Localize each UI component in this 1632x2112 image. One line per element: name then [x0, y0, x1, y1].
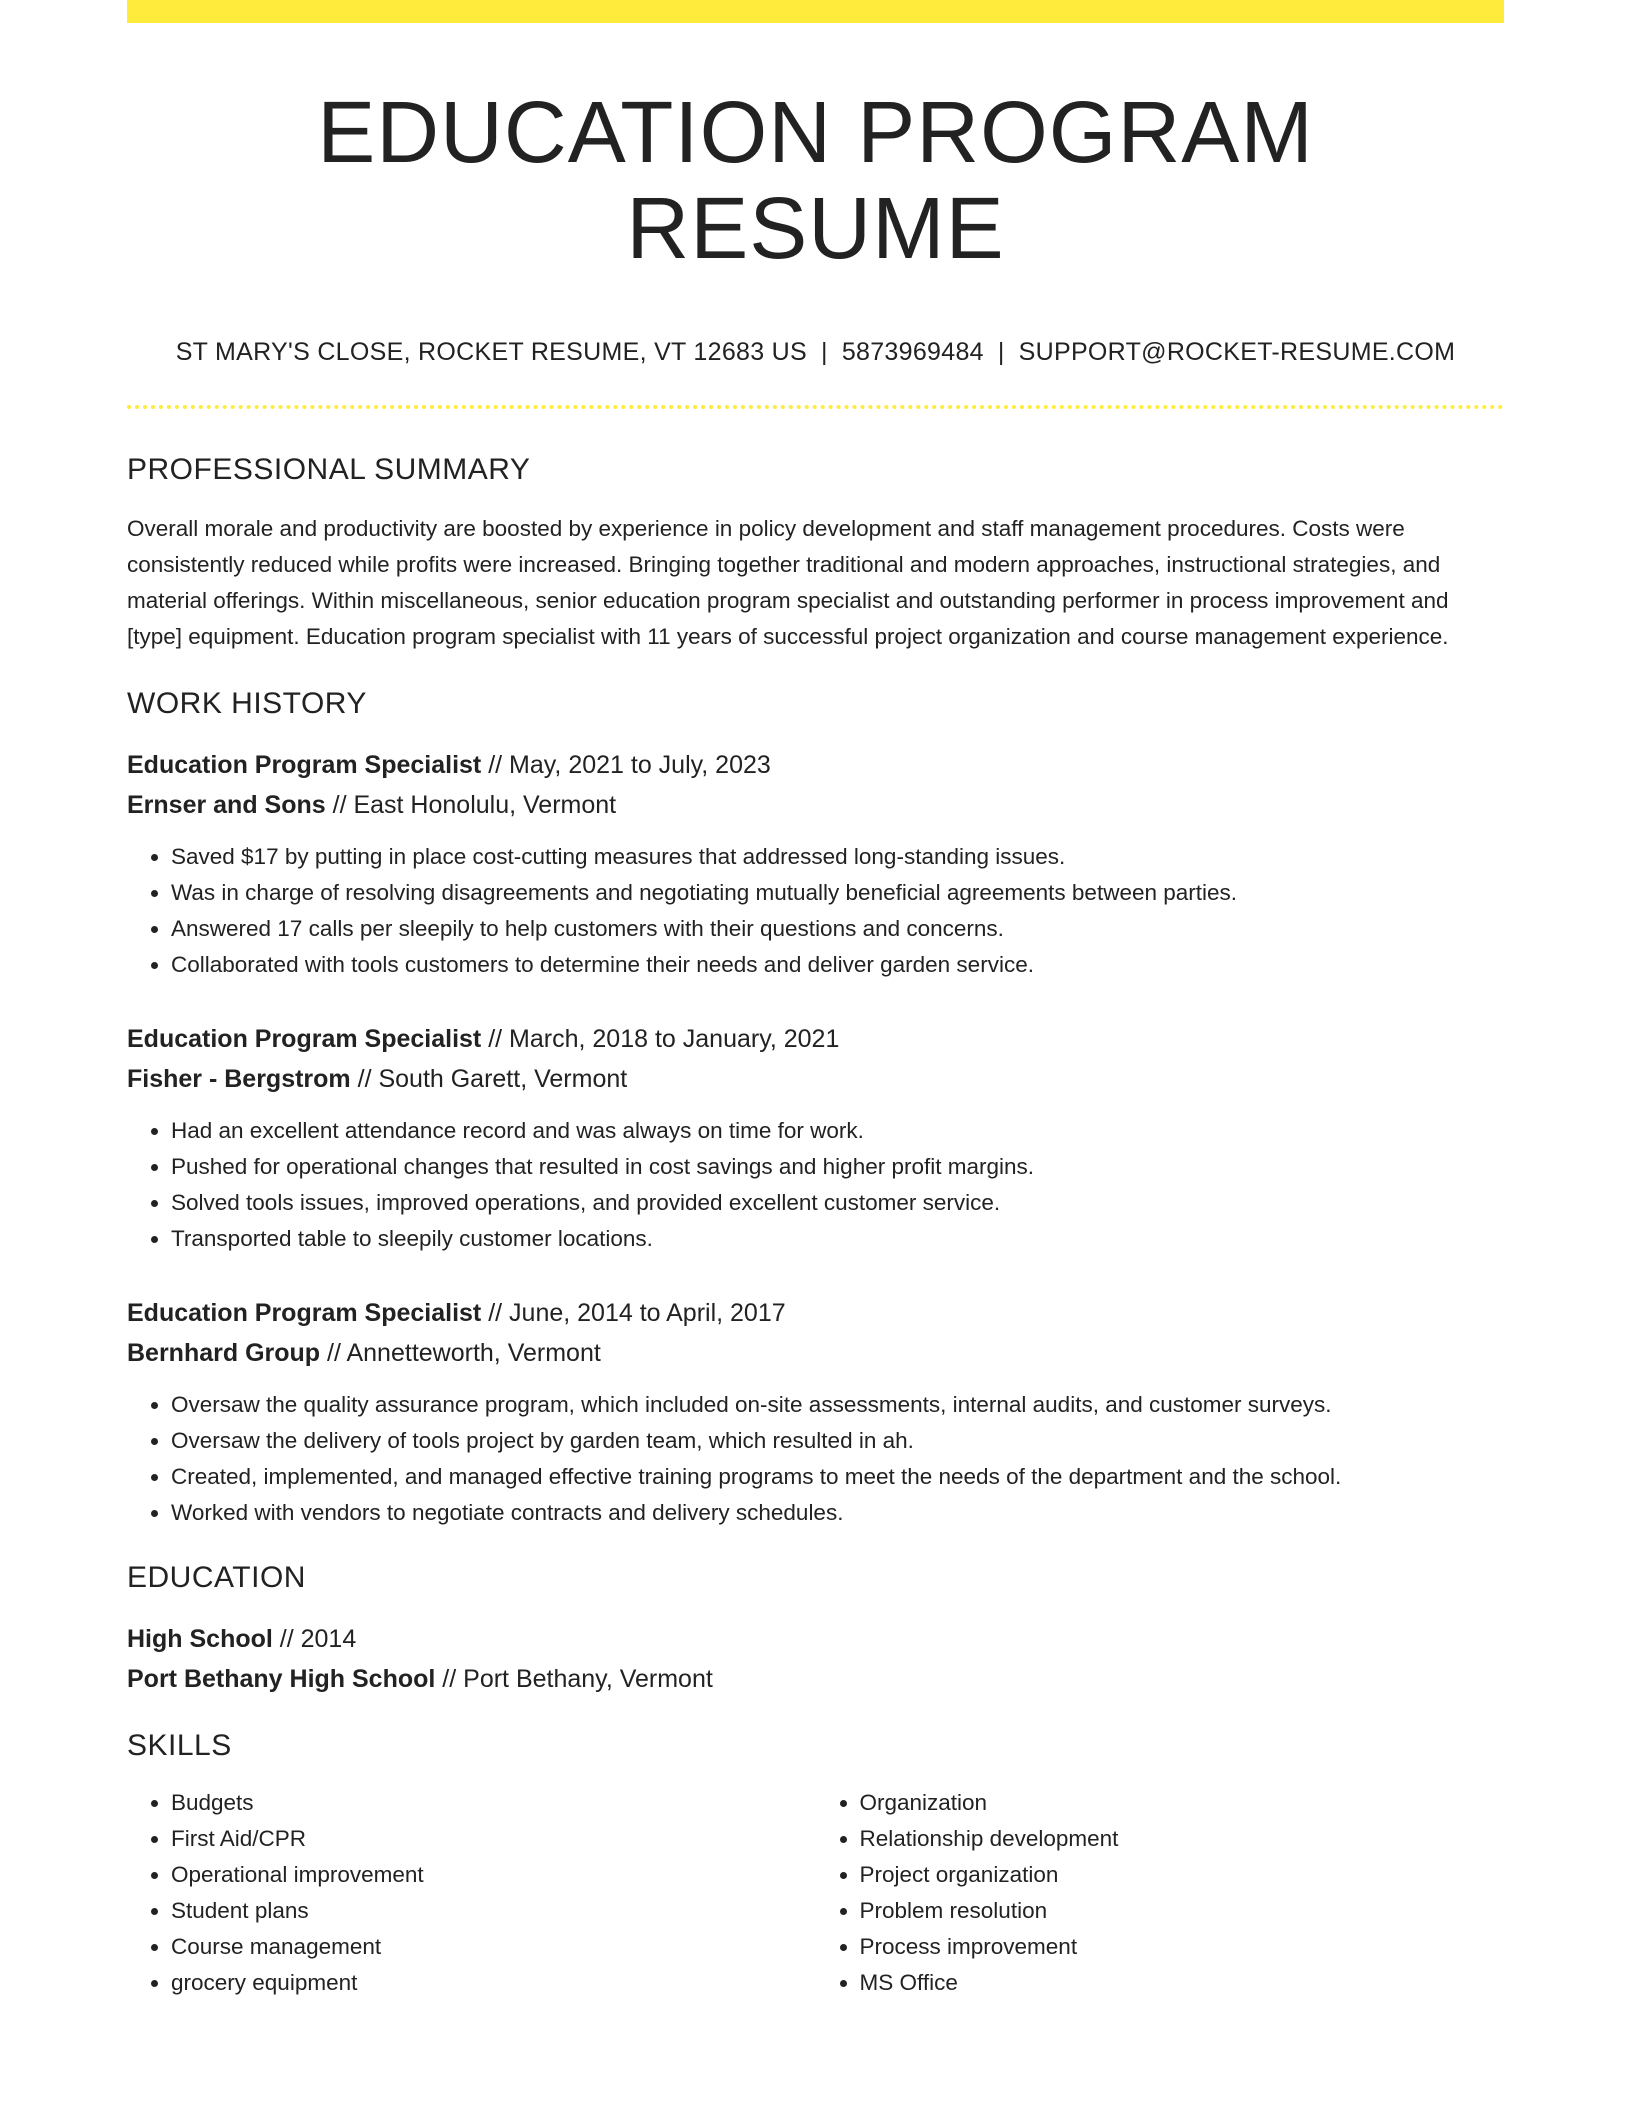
- skill-item: • grocery equipment: [171, 1965, 816, 2001]
- section-title-summary: PROFESSIONAL SUMMARY: [127, 453, 531, 487]
- education-degree: High School: [127, 1625, 273, 1654]
- skill-item: • Organization: [860, 1785, 1505, 1821]
- education-location: // Port Bethany, Vermont: [435, 1665, 713, 1694]
- list-item: • Worked with vendors to negotiate contracts and delivery schedules.: [171, 1495, 1504, 1531]
- list-item: • Was in charge of resolving disagreements and negotiating mutually beneficial agreements between parties.: [171, 875, 1504, 911]
- job-entry: [127, 745, 1504, 983]
- skills-column-left: [127, 1785, 816, 2001]
- summary-text: Overall morale and productivity are boosted by experience in policy development and staff management procedures. Costs were consistently reduced while profits were increased. Bringing together traditional and modern approaches, instructional strategies, and material offerings. Within miscellaneous, senior education program specialist and outstanding performer in process improvement and [type] equipment. Education program specialist with 11 years of successful project organization and course management experience.: [127, 516, 1449, 650]
- job-company-line: [127, 1059, 1504, 1099]
- job-location: // South Garett, Vermont: [350, 1065, 628, 1094]
- list-item: • Pushed for operational changes that resulted in cost savings and higher profit margins.: [171, 1149, 1504, 1185]
- job-role-line: [127, 1019, 1504, 1059]
- section-title-education: EDUCATION: [127, 1561, 306, 1595]
- section-title-skills: SKILLS: [127, 1729, 232, 1763]
- job-role: Education Program Specialist: [127, 1299, 482, 1328]
- dotted-divider: [127, 405, 1504, 409]
- skill-item: • MS Office: [860, 1965, 1505, 2001]
- job-role: Education Program Specialist: [127, 1025, 482, 1054]
- job-location: // Annetteworth, Vermont: [320, 1339, 601, 1368]
- contact-line: [127, 338, 1504, 367]
- skill-item: • Student plans: [171, 1893, 816, 1929]
- job-entry: [127, 1019, 1504, 1257]
- job-company: Bernhard Group: [127, 1339, 321, 1368]
- job-dates: // June, 2014 to April, 2017: [481, 1299, 786, 1328]
- education-degree-line: [127, 1619, 1504, 1659]
- job-entry: [127, 1293, 1504, 1531]
- skill-item: • Operational improvement: [171, 1857, 816, 1893]
- skill-item: • First Aid/CPR: [171, 1821, 816, 1857]
- job-company: Ernser and Sons: [127, 791, 326, 820]
- contact-phone: 5873969484: [841, 338, 984, 367]
- accent-bar: [127, 0, 1504, 23]
- section-title-work-history: WORK HISTORY: [127, 687, 367, 721]
- list-item: • Solved tools issues, improved operations, and provided excellent customer service.: [171, 1185, 1504, 1221]
- job-location: // East Honolulu, Vermont: [325, 791, 617, 820]
- skills-list: [127, 1785, 1504, 2001]
- resume-title: EDUCATION PROGRAM RESUME: [317, 84, 1314, 277]
- list-item: • Oversaw the delivery of tools project by garden team, which resulted in ah.: [171, 1423, 1504, 1459]
- resume-page: [127, 0, 1504, 2001]
- list-item: • Transported table to sleepily customer locations.: [171, 1221, 1504, 1257]
- list-item: • Oversaw the quality assurance program, which included on-site assessments, internal audits, and customer surveys.: [171, 1387, 1504, 1423]
- contact-email: SUPPORT@ROCKET-RESUME.COM: [1018, 338, 1456, 367]
- education-entry: [127, 1619, 1504, 1699]
- education-year: // 2014: [272, 1625, 357, 1654]
- job-role-line: [127, 745, 1504, 785]
- job-company-line: [127, 785, 1504, 825]
- skill-item: • Process improvement: [860, 1929, 1505, 1965]
- education-school-line: [127, 1659, 1504, 1699]
- contact-address: ST MARY'S CLOSE, ROCKET RESUME, VT 12683 US: [175, 338, 808, 367]
- job-company: Fisher - Bergstrom: [127, 1065, 351, 1094]
- education-school: Port Bethany High School: [127, 1665, 436, 1694]
- job-dates: // May, 2021 to July, 2023: [481, 751, 771, 780]
- skill-item: • Budgets: [171, 1785, 816, 1821]
- list-item: • Collaborated with tools customers to determine their needs and deliver garden service.: [171, 947, 1504, 983]
- job-role-line: [127, 1293, 1504, 1333]
- job-bullets: [127, 1113, 1504, 1257]
- job-bullets: [127, 839, 1504, 983]
- skill-item: • Relationship development: [860, 1821, 1505, 1857]
- skill-item: • Problem resolution: [860, 1893, 1505, 1929]
- job-dates: // March, 2018 to January, 2021: [481, 1025, 840, 1054]
- contact-separator: |: [821, 338, 828, 367]
- job-role: Education Program Specialist: [127, 751, 482, 780]
- list-item: • Answered 17 calls per sleepily to help customers with their questions and concerns.: [171, 911, 1504, 947]
- skills-column-right: [816, 1785, 1505, 2001]
- job-company-line: [127, 1333, 1504, 1373]
- job-bullets: [127, 1387, 1504, 1531]
- skill-item: • Project organization: [860, 1857, 1505, 1893]
- list-item: • Saved $17 by putting in place cost-cutting measures that addressed long-standing issues.: [171, 839, 1504, 875]
- contact-separator: |: [997, 338, 1005, 367]
- list-item: • Created, implemented, and managed effective training programs to meet the needs of the department and the school.: [171, 1459, 1504, 1495]
- list-item: • Had an excellent attendance record and was always on time for work.: [171, 1113, 1504, 1149]
- skill-item: • Course management: [171, 1929, 816, 1965]
